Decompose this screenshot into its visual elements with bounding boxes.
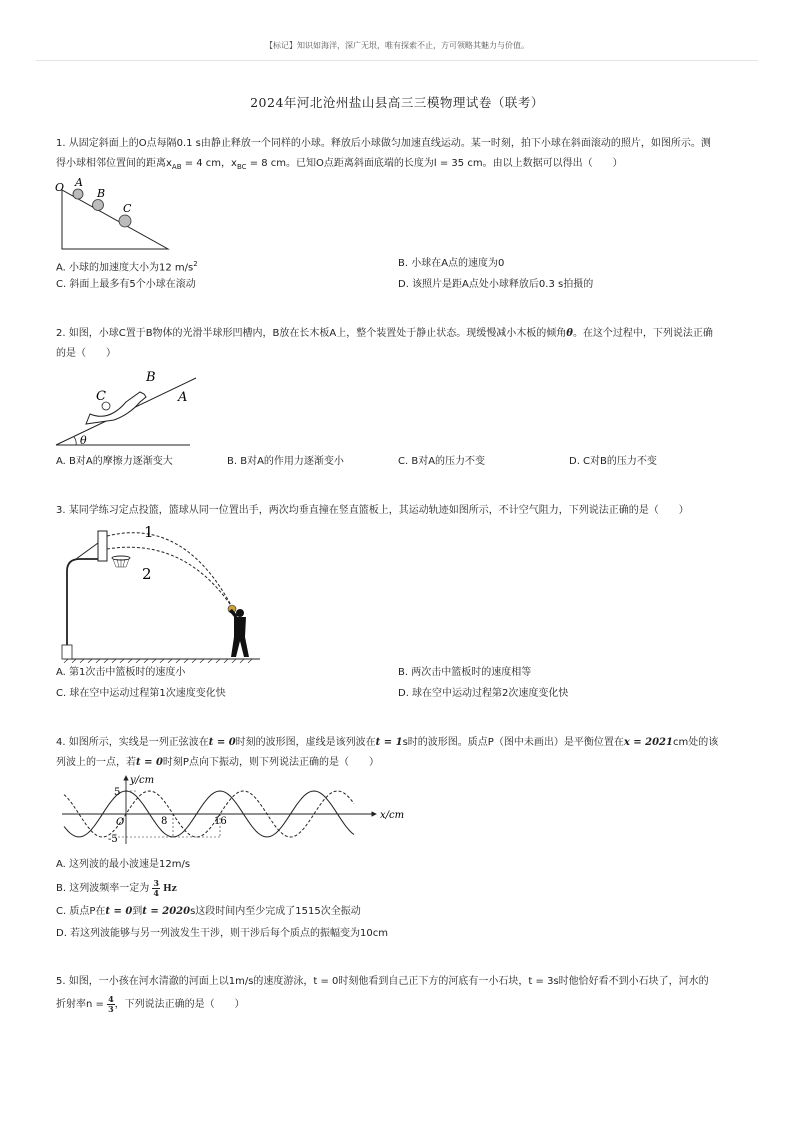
q4-l1-b: 时刻的波形图，虚线是该列波在 xyxy=(235,737,376,748)
q1-label-b: B xyxy=(97,187,106,200)
q1-line2-b: = 4 cm，x xyxy=(181,158,237,169)
header-note: 【标记】知识如海洋，深广无垠，唯有探索不止，方可领略其魅力与价值。 xyxy=(265,41,529,50)
q4-frac-num: 3 xyxy=(153,877,159,888)
q1-option-c[interactable]: C. 斜面上最多有5个小球在滚动 xyxy=(56,279,196,290)
q1-incline-figure xyxy=(54,176,174,254)
q4-l1-d: cm处的该 xyxy=(672,737,719,748)
q4-option-c-a: C. 质点P在 xyxy=(56,906,106,917)
q4-option-b-fraction xyxy=(152,879,160,898)
q3-option-a[interactable]: A. 第1次击中篮板时的速度小 xyxy=(56,667,186,678)
q4-ylabel: y/cm xyxy=(130,775,155,786)
q3-brace xyxy=(76,543,98,559)
q2-block-b xyxy=(86,392,146,424)
q1-option-d[interactable]: D. 该照片是距A点处小球释放后0.3 s拍摄的 xyxy=(398,279,594,290)
q1-sub-ab: AB xyxy=(171,163,182,171)
q2-option-a[interactable]: A. B对A的摩擦力逐渐变大 xyxy=(56,456,173,467)
q1-ball-a xyxy=(73,189,83,199)
q4-l2-t0: t = 0 xyxy=(136,757,163,768)
q4-frac-den: 4 xyxy=(153,887,159,898)
q1-label-c: C xyxy=(123,202,132,215)
q2-option-b[interactable]: B. B对A的作用力逐渐变小 xyxy=(227,456,344,467)
q2-theta: θ xyxy=(566,328,573,339)
q3-player xyxy=(228,605,249,657)
q1-option-a-text: A. 小球的加速度大小为12 m/s xyxy=(56,262,194,274)
q4-option-d[interactable]: D. 若这列波能够与另一列波发生干涉，则干涉后每个质点的振幅变为10cm xyxy=(56,928,389,939)
page-title: 2024年河北沧州盐山县高三三模物理试卷（联考） xyxy=(250,95,544,110)
q4-t0: t = 0 xyxy=(208,737,236,748)
q3-basketball-figure xyxy=(54,521,266,663)
q2-line1-b: 。在这个过程中，下列说法正确 xyxy=(572,328,713,339)
q1-label-a: A xyxy=(75,176,83,189)
q3-option-d[interactable]: D. 球在空中运动过程第2次速度变化快 xyxy=(398,688,569,699)
q2-label-a: A xyxy=(178,390,188,405)
q4-t1: t = 1 xyxy=(375,737,403,748)
q4-l2-b: 时刻P点向下振动，则下列说法正确的是（ ） xyxy=(162,757,379,768)
q2-option-c[interactable]: C. B对A的压力不变 xyxy=(398,456,486,467)
q5-n-fraction xyxy=(107,995,115,1014)
q4-option-c-b: 到 xyxy=(132,906,143,917)
q3-trajectory-1 xyxy=(107,533,232,607)
q4-tick-8: 8 xyxy=(161,816,168,827)
q1-option-a-sup: 2 xyxy=(193,260,198,268)
q3-label-1: 1 xyxy=(144,523,154,541)
q5-n-num: 4 xyxy=(108,993,114,1004)
q2-line2: 的是（ ） xyxy=(56,348,116,359)
q4-l2-a: 列波上的一点，若 xyxy=(56,757,136,768)
q1-line2-a: 得小球相邻位置间的距离x xyxy=(56,158,172,169)
q1-line1: 1. 从固定斜面上的O点每隔0.1 s由静止释放一个同样的小球。释放后小球做匀加速直线运动。某一时刻，拍下小球在斜面滚动的照片，如图所示。测 xyxy=(56,138,711,149)
q4-option-c[interactable] xyxy=(56,905,361,919)
q2-board-figure xyxy=(54,364,204,450)
q4-option-b[interactable] xyxy=(56,878,177,900)
q2-line1 xyxy=(56,324,713,344)
q3-net xyxy=(113,559,129,567)
q4-option-c-t2020: t = 2020 xyxy=(142,906,191,917)
q3-backboard xyxy=(98,531,107,561)
q3-line1: 3. 某同学练习定点投篮，篮球从同一位置出手，两次均垂直撞在竖直篮板上，其运动轨迹如图所示，不计空气阻力，下列说法正确的是（ ） xyxy=(56,505,689,516)
q1-label-o: O xyxy=(55,181,65,194)
q4-option-c-t0: t = 0 xyxy=(105,906,133,917)
q1-line2-c: = 8 cm。已知O点距离斜面底端的长度为l = 35 cm。由以上数据可以得出（ ） xyxy=(246,158,623,169)
q2-line1-a: 2. 如图，小球C置于B物体的光滑半球形凹槽内，B放在长木板A上，整个装置处于静止状态。现缓慢减小木板的倾角 xyxy=(56,328,567,339)
q2-label-c: C xyxy=(96,389,106,404)
q5-n-den: 3 xyxy=(108,1003,114,1014)
q5-l2-a: 折射率n = xyxy=(56,999,108,1010)
q1-option-a[interactable] xyxy=(56,257,198,275)
q3-option-c[interactable]: C. 球在空中运动过程第1次速度变化快 xyxy=(56,688,226,699)
q2-option-d[interactable]: D. C对B的压力不变 xyxy=(569,456,657,467)
q3-option-b[interactable]: B. 两次击中篮板时的速度相等 xyxy=(398,667,532,678)
q4-option-c-c: s这段时间内至少完成了1515次全振动 xyxy=(190,906,361,917)
q2-angle-arc xyxy=(74,437,76,445)
q4-l1-c: s时的波形图。质点P（图中未画出）是平衡位置在 xyxy=(402,737,624,748)
q3-hoop-pole xyxy=(67,559,98,645)
q3-player-body xyxy=(231,617,249,657)
q4-wave-figure xyxy=(54,772,414,850)
q4-origin: O xyxy=(116,817,125,828)
q1-option-b[interactable]: B. 小球在A点的速度为0 xyxy=(398,258,505,269)
q4-x2021: x = 2021 xyxy=(623,737,673,748)
q4-l1-a: 4. 如图所示，实线是一列正弦波在 xyxy=(56,737,209,748)
q1-ball-c xyxy=(119,215,131,227)
q5-line2 xyxy=(56,993,245,1017)
q4-line2 xyxy=(56,753,379,773)
q4-option-b-unit: Hz xyxy=(163,884,177,894)
q4-line1 xyxy=(56,733,718,753)
q1-line2 xyxy=(56,154,623,177)
q4-option-b-text: B. 这列波频率一定为 xyxy=(56,883,150,894)
q4-tick-neg5: -5 xyxy=(108,834,118,845)
q4-xlabel: x/cm xyxy=(380,810,405,821)
q5-l2-b: ，下列说法正确的是（ ） xyxy=(114,999,245,1010)
q4-tick-16: 16 xyxy=(214,816,227,827)
q1-sub-bc: BC xyxy=(236,163,247,171)
q5-line1: 5. 如图，一小孩在河水清澈的河面上以1m/s的速度游泳，t = 0时刻他看到自己正下方的河底有一小石块，t = 3s时他恰好看不到小石块了，河水的 xyxy=(56,976,709,987)
q3-label-2: 2 xyxy=(142,565,152,583)
q1-ball-b xyxy=(93,200,104,211)
q3-ground-hatch xyxy=(64,659,252,663)
q2-label-theta: θ xyxy=(80,434,87,447)
q4-tick-5: 5 xyxy=(114,787,121,798)
q3-pole-base xyxy=(62,645,72,659)
q2-label-b: B xyxy=(146,370,156,385)
header-divider xyxy=(36,60,758,61)
q4-option-a[interactable]: A. 这列波的最小波速是12m/s xyxy=(56,859,191,870)
